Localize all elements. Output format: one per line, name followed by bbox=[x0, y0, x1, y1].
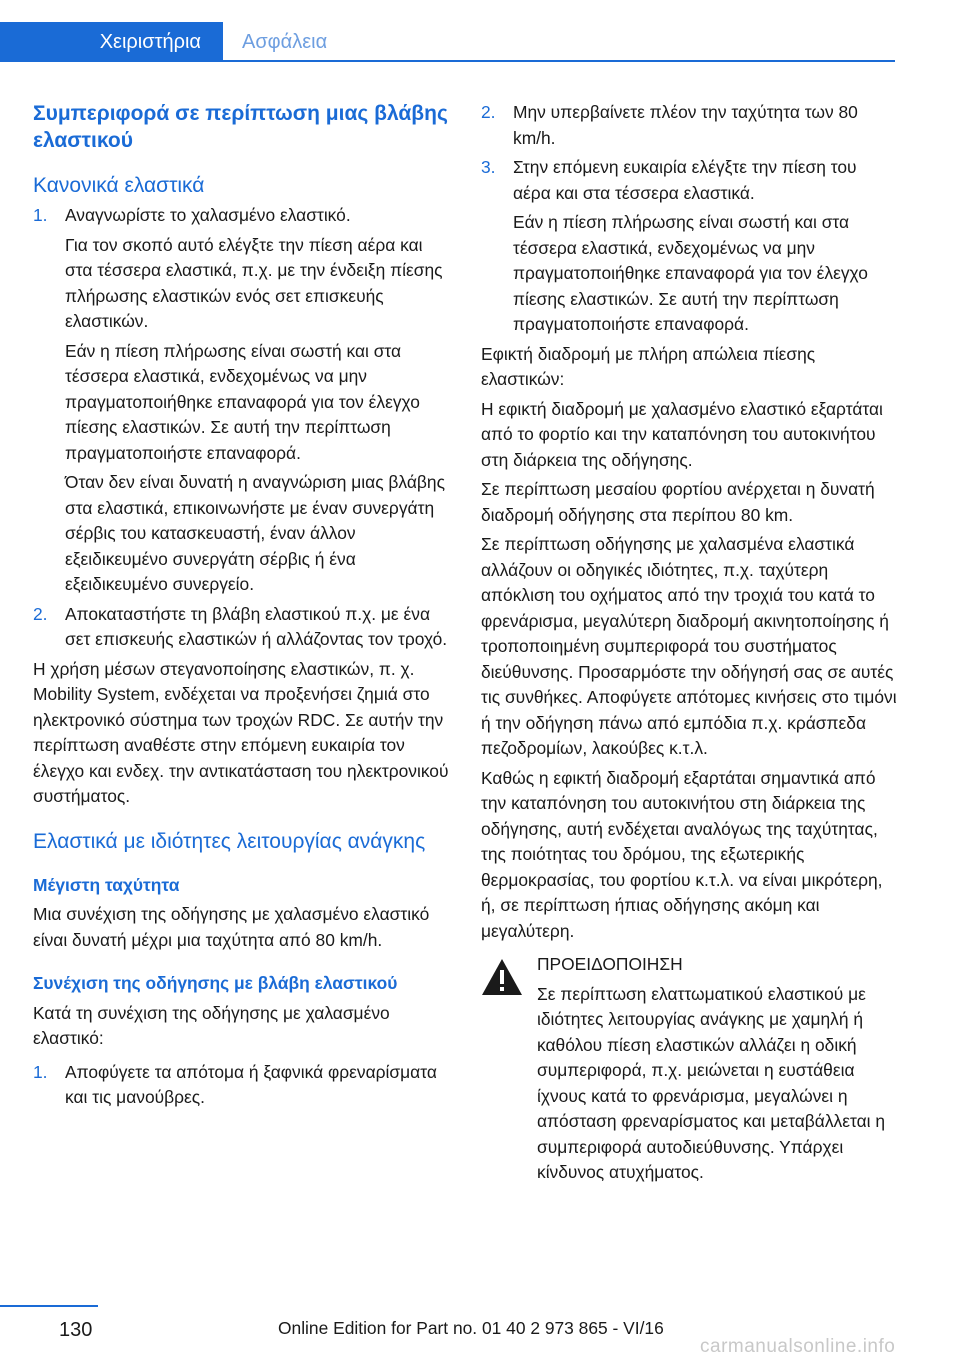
list-item bbox=[33, 203, 451, 598]
warning-text: Σε περίπτωση ελαττωματικού ελαστικού με ιδιότητες λειτουργίας ανάγκης με χαμηλή ή καθόλου πίεση ελαστικών αλλάζει η οδική συμπεριφορά, π.χ. μειώνεται η ευστάθεια ίχνους κατά το φρενάρισμα, μεγαλώνει η απόσταση φρεναρίσματος και μεταβάλλεται η συμπεριφορά αυτοδιεύθυνσης. Υπάρχει κίνδυνος ατυχήματος. bbox=[537, 983, 886, 1182]
list-item bbox=[481, 155, 899, 338]
list-number: 2. bbox=[33, 603, 48, 624]
paragraph: Σε περίπτωση οδήγησης με χαλασμένα ελαστικά αλλάζουν οι οδηγικές ιδιότητες, π.χ. ταχύτερη απόκλιση του οχήματος από την τροχιά του κατά το φρενάρισμα, μεγαλύτερη διαδρομή ακινητοποίησης ή τροποποιημένη συμπεριφορά του συστήματος διεύθυνσης. Προσαρμόστε την οδήγησή σας σε αυτές τις συνθήκες. Αποφύγετε απότομες κινήσεις στο τιμόνι ή την οδήγηση πάνω από εμπόδια π.χ. κράσπεδα πεζοδρομίων, λακούβες κ.τ.λ. bbox=[481, 534, 897, 758]
tab-safety[interactable]: Ασφάλεια bbox=[242, 31, 328, 53]
list-item bbox=[33, 1060, 451, 1111]
header-tabs bbox=[0, 22, 895, 62]
list-number: 3. bbox=[481, 157, 496, 177]
list-number: 1. bbox=[33, 205, 48, 225]
paragraph: Η χρήση μέσων στεγανοποίησης ελαστικών, π. χ. Mobility System, ενδέχεται να προξενήσει ζημιά στο ηλεκτρονικό σύστημα των τροχών RDC. Σε αυτήν την περίπτωση αναθέστε στην επόμενη ευκαιρία τον έλεγχο και ενδεχ. την αντικατάσταση του ηλεκτρονικού συστήματος. bbox=[33, 658, 449, 806]
footer-rule bbox=[0, 1305, 98, 1307]
warning-box bbox=[481, 952, 899, 1186]
paragraph: Εφικτή διαδρομή με πλήρη απώλεια πίεσης ελαστικών: bbox=[481, 343, 816, 389]
section-title: Συμπεριφορά σε περίπτωση μιας βλάβης ελαστικού bbox=[33, 102, 448, 152]
paragraph: Εάν η πίεση πλήρωσης είναι σωστή και στα τέσσερα ελαστικά, ενδεχομένως να μην πραγματοποιήθηκε επαναφορά για τον έλεγχο πίεσης ελαστικών. Σε αυτή την περίπτωση πραγματοποιήστε επαναφορά. bbox=[513, 212, 868, 334]
list-number: 2. bbox=[481, 102, 496, 122]
heading-max-speed: Μέγιστη ταχύτητα bbox=[33, 874, 180, 895]
paragraph: Μια συνέχιση της οδήγησης με χαλασμένο ελαστικό είναι δυνατή μέχρι μια ταχύτητα από 80 km/h. bbox=[33, 904, 430, 950]
paragraph: Στην επόμενη ευκαιρία ελέγξτε την πίεση του αέρα και στα τέσσερα ελαστικά. bbox=[513, 157, 857, 203]
paragraph: Η εφικτή διαδρομή με χαλασμένο ελαστικό εξαρτάται από το φορτίο και την καταπόνηση του αυτοκινήτου στη διάρκεια της οδήγησης. bbox=[481, 398, 883, 470]
paragraph: Για τον σκοπό αυτό ελέγξτε την πίεση αέρα και στα τέσσερα ελαστικά, π.χ. με την ένδειξη πίεσης πλήρωσης ελαστικών ενός σετ επισκευής ελαστικών. bbox=[65, 234, 443, 331]
edition-note: Online Edition for Part no. 01 40 2 973 865 - VI/16 bbox=[278, 1318, 664, 1338]
paragraph: Εάν η πίεση πλήρωσης είναι σωστή και στα τέσσερα ελαστικά, ενδεχομένως να μην πραγματοποιήθηκε επαναφορά για τον έλεγχο πίεσης ελαστικών. Σε αυτή την περίπτωση πραγματοποιήστε επαναφορά. bbox=[65, 340, 420, 463]
paragraph: Αποκαταστήστε τη βλάβη ελαστικού π.χ. με ένα σετ επισκευής ελαστικών ή αλλάζοντας τον τροχό. bbox=[65, 603, 448, 649]
paragraph: Κατά τη συνέχιση της οδήγησης με χαλασμένο ελαστικό: bbox=[33, 1002, 390, 1048]
list-number: 1. bbox=[33, 1061, 48, 1082]
paragraph: Αναγνωρίστε το χαλασμένο ελαστικό. bbox=[65, 205, 351, 225]
list-item bbox=[33, 602, 451, 653]
right-column bbox=[481, 100, 899, 1186]
paragraph: Όταν δεν είναι δυνατή η αναγνώριση μιας βλάβης στα ελαστικά, επικοινωνήστε με έναν συνεργάτη σέρβις του κατασκευαστή, έναν άλλον εξειδικευμένο συνεργάτη σέρβις ή ένα εξειδικευμένο συνεργείο. bbox=[65, 472, 445, 594]
page-number: 130 bbox=[59, 1319, 93, 1341]
subsection-title-runflat: Ελαστικά με ιδιότητες λειτουργίας ανάγκης bbox=[33, 829, 426, 853]
subsection-title-normal-tires: Κανονικά ελαστικά bbox=[33, 174, 205, 197]
paragraph: Μην υπερβαίνετε πλέον την ταχύτητα των 80 km/h. bbox=[513, 102, 858, 148]
paragraph: Αποφύγετε τα απότομα ή ξαφνικά φρεναρίσματα και τις μανούβρες. bbox=[65, 1061, 437, 1107]
tab-controls[interactable]: Χειριστήρια bbox=[0, 22, 223, 62]
paragraph: Σε περίπτωση μεσαίου φορτίου ανέρχεται η δυνατή διαδρομή οδήγησης στα περίπου 80 km. bbox=[481, 479, 875, 525]
left-column bbox=[33, 100, 451, 1111]
warning-triangle-icon bbox=[481, 958, 523, 996]
paragraph: Καθώς η εφικτή διαδρομή εξαρτάται σημαντικά από την καταπόνηση του αυτοκινήτου στη διάρκεια της οδήγησης, αυτή ενδέχεται αναλόγως της ταχύτητας, της ποιότητας του δρόμου, της εξωτερικής θερμοκρασίας, του φορτίου κ.τ.λ. να είναι μικρότερη, ή, σε περίπτωση ήπιας οδήγησης ακόμη και μεγαλύτερη. bbox=[481, 767, 883, 941]
warning-title: ΠΡΟΕΙΔΟΠΟΙΗΣΗ bbox=[537, 954, 683, 974]
heading-continue-driving: Συνέχιση της οδήγησης με βλάβη ελαστικού bbox=[33, 973, 398, 993]
watermark: carmanualsonline.info bbox=[700, 1336, 896, 1357]
list-item bbox=[481, 100, 899, 151]
